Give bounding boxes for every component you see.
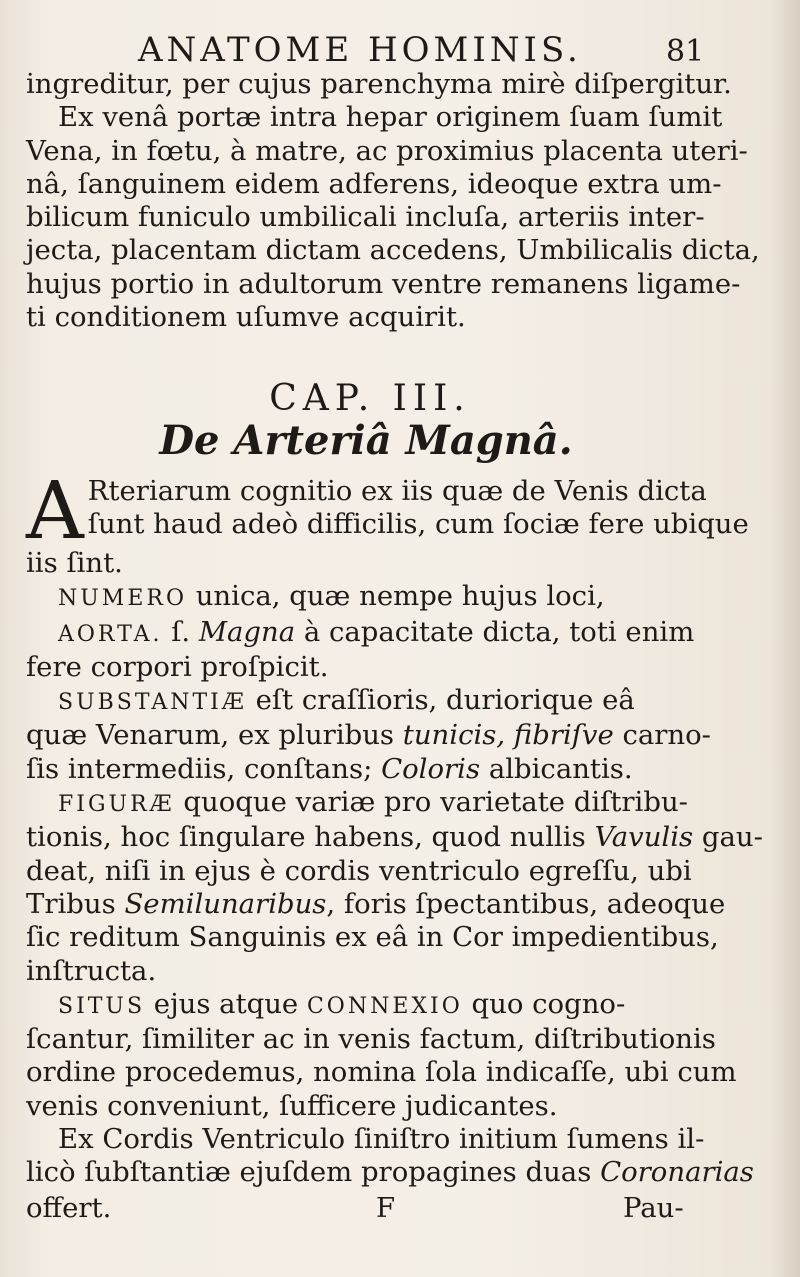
text-line: jecta, placentam dictam accedens, Umbilicalis dicta, — [26, 234, 760, 267]
text-line: Ex Cordis Ventriculo ſiniſtro initium ſumens il- — [58, 1123, 705, 1156]
text-line — [26, 887, 726, 921]
text-line: ordine procedemus, nomina ſola indicaſſe, ubi cum — [26, 1056, 737, 1089]
text-line — [26, 616, 706, 651]
text-span: tionis, hoc ſingulare habens, quod nullis — [26, 821, 595, 854]
text-line — [26, 753, 706, 786]
text-span: carno- — [613, 719, 711, 752]
text-line — [26, 988, 706, 1023]
drop-cap-initial: A — [26, 463, 84, 557]
paragraph-situs — [26, 987, 737, 1123]
text-line: ſunt haud adeò difficilis, cum ſociæ fere ubique — [87, 508, 749, 541]
text-line — [26, 1156, 754, 1189]
text-line: ti conditionem uſumve acquirit. — [26, 301, 466, 334]
small-caps-term: FIGURÆ — [58, 792, 175, 818]
text-line: deat, niſi in ejus è cordis ventriculo egreſſu, ubi — [26, 854, 692, 887]
italic-term: Coronarias — [600, 1156, 754, 1189]
small-caps-term: CONNEXIO — [306, 993, 463, 1019]
body-text — [26, 68, 763, 1226]
italic-term: Semilunaribus — [124, 887, 327, 920]
text-line: venis conveniunt, ſufficere judicantes. — [26, 1089, 558, 1122]
page-number: 81 — [666, 34, 705, 69]
text-line: Ex venâ portæ intra hepar originem ſuam ſumit — [58, 101, 723, 134]
chapter-title: De Arteriâ Magnâ. — [159, 416, 573, 464]
italic-term: Vavulis — [594, 821, 694, 854]
text-line: Rteriarum cognitio ex iis quæ de Venis dicta — [87, 474, 707, 507]
text-span: quoque variæ pro varietate diſtribu- — [174, 786, 688, 819]
paragraph-numero — [26, 580, 706, 615]
running-title: ANATOME HOMINIS. — [138, 30, 582, 70]
catchword: Pau- — [623, 1191, 684, 1224]
signature-mark: F — [376, 1191, 396, 1224]
text-span: quæ Venarum, ex pluribus — [26, 719, 403, 752]
paragraph-ex-cordis — [26, 1123, 754, 1190]
text-line: ſcantur, ſimiliter ac in venis factum, diſtributionis — [26, 1023, 716, 1056]
text-span: Tribus — [26, 887, 125, 920]
text-line: inſtructa. — [26, 954, 157, 987]
text-line: iis ſint. — [26, 546, 123, 579]
text-span: quo cogno- — [462, 987, 626, 1020]
text-span: albicantis. — [480, 752, 633, 785]
chapter-heading: CAP. III. — [269, 378, 471, 420]
text-line: Vena, in fœtu, à matre, ac proximius placenta uteri- — [26, 134, 748, 167]
text-span: ejus atque — [145, 987, 307, 1020]
small-caps-term: SUBSTANTIÆ — [58, 690, 247, 716]
text-line — [26, 684, 706, 719]
text-line — [26, 821, 763, 854]
text-line — [26, 719, 711, 752]
paragraph-arteriarum — [26, 463, 749, 580]
text-span: gau- — [693, 821, 763, 854]
text-span: ſis intermediis, conſtans; — [26, 752, 382, 785]
text-line: hujus portio in adultorum ventre remanens ligame- — [26, 267, 741, 300]
text-span: ſ. — [162, 615, 199, 648]
last-line: offert. — [26, 1191, 112, 1224]
text-line: fere corpori proſpicit. — [26, 650, 329, 683]
italic-term: Magna — [198, 615, 296, 648]
paragraph-figurae — [26, 786, 763, 988]
page-footer — [26, 1192, 706, 1226]
small-caps-term: AORTA. — [58, 621, 163, 647]
text-span: unica, quæ nempe hujus loci, — [186, 580, 605, 613]
text-line: ſic reditum Sanguinis ex eâ in Cor impedientibus, — [26, 921, 719, 954]
text-line — [26, 786, 706, 821]
paragraph-substantiae — [26, 684, 711, 786]
small-caps-term: SITUS — [58, 993, 146, 1019]
text-span: eſt craſſioris, duriorique eâ — [246, 684, 635, 717]
italic-term: Coloris — [381, 752, 481, 785]
italic-term: tunicis, fibriſve — [402, 719, 614, 752]
text-span: , foris ſpectantibus, adeoque — [326, 887, 726, 920]
text-line: nâ, ſanguinem eidem adferens, ideoque extra um- — [26, 167, 722, 200]
page-header — [26, 16, 706, 68]
paragraph-aorta — [26, 616, 706, 685]
text-span: licò ſubſtantiæ ejuſdem propagines duas — [26, 1156, 601, 1189]
small-caps-term: NUMERO — [58, 586, 187, 612]
text-line: ingreditur, per cujus parenchyma mirè diſpergitur. — [26, 68, 732, 100]
text-span: à capacitate dicta, toti enim — [295, 615, 695, 648]
text-line: bilicum funiculo umbilicali incluſa, arteriis inter- — [26, 201, 705, 234]
